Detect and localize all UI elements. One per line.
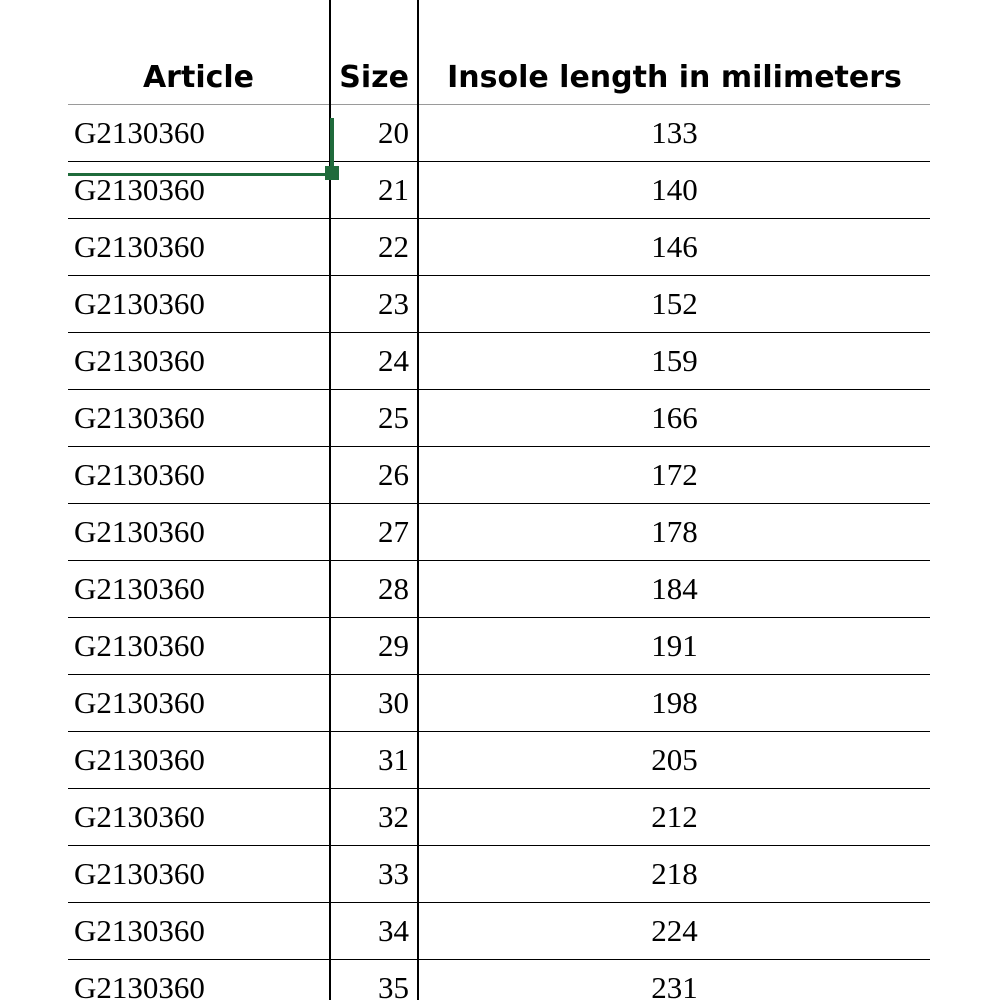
cell-insole-length[interactable]: 146 (418, 219, 930, 276)
cell-size[interactable]: 33 (330, 846, 418, 903)
cell-size[interactable]: 31 (330, 732, 418, 789)
cell-article[interactable]: G2130360 (68, 276, 330, 333)
cell-article[interactable]: G2130360 (68, 846, 330, 903)
table-row[interactable] (68, 675, 930, 732)
cell-size[interactable]: 27 (330, 504, 418, 561)
cell-insole-length[interactable]: 191 (418, 618, 930, 675)
table-body (68, 105, 930, 1000)
cell-insole-length[interactable]: 212 (418, 789, 930, 846)
cell-size[interactable]: 32 (330, 789, 418, 846)
column-header-size[interactable]: Size (330, 0, 418, 105)
cell-article[interactable]: G2130360 (68, 219, 330, 276)
cell-article[interactable]: G2130360 (68, 903, 330, 960)
cell-insole-length[interactable]: 218 (418, 846, 930, 903)
cell-size[interactable]: 30 (330, 675, 418, 732)
cell-insole-length[interactable]: 166 (418, 390, 930, 447)
cell-size[interactable]: 20 (330, 105, 418, 162)
table-row[interactable] (68, 504, 930, 561)
cell-size[interactable]: 21 (330, 162, 418, 219)
cell-article[interactable]: G2130360 (68, 789, 330, 846)
cell-insole-length[interactable]: 172 (418, 447, 930, 504)
cell-article[interactable]: G2130360 (68, 333, 330, 390)
column-header-article[interactable]: Article (68, 0, 330, 105)
cell-article[interactable]: G2130360 (68, 675, 330, 732)
table-row[interactable] (68, 162, 930, 219)
cell-article[interactable]: G2130360 (68, 447, 330, 504)
cell-article[interactable]: G2130360 (68, 105, 330, 162)
table-row[interactable] (68, 333, 930, 390)
data-table (68, 0, 930, 1000)
cell-insole-length[interactable]: 205 (418, 732, 930, 789)
cell-insole-length[interactable]: 152 (418, 276, 930, 333)
cell-size[interactable]: 29 (330, 618, 418, 675)
cell-size[interactable]: 25 (330, 390, 418, 447)
table-row[interactable] (68, 846, 930, 903)
table-row[interactable] (68, 732, 930, 789)
cell-article[interactable]: G2130360 (68, 162, 330, 219)
cell-article[interactable]: G2130360 (68, 618, 330, 675)
cell-insole-length[interactable]: 159 (418, 333, 930, 390)
table-row[interactable] (68, 105, 930, 162)
cell-insole-length[interactable]: 231 (418, 960, 930, 1000)
table-row[interactable] (68, 618, 930, 675)
table-row[interactable] (68, 789, 930, 846)
cell-insole-length[interactable]: 133 (418, 105, 930, 162)
table-row[interactable] (68, 903, 930, 960)
table-row[interactable] (68, 960, 930, 1000)
cell-article[interactable]: G2130360 (68, 732, 330, 789)
table-row[interactable] (68, 276, 930, 333)
cell-size[interactable]: 26 (330, 447, 418, 504)
table-row[interactable] (68, 390, 930, 447)
table-header (68, 0, 930, 105)
column-header-insole-length[interactable]: Insole length in milimeters (418, 0, 930, 105)
cell-size[interactable]: 35 (330, 960, 418, 1000)
cell-insole-length[interactable]: 198 (418, 675, 930, 732)
header-row (68, 0, 930, 105)
cell-size[interactable]: 34 (330, 903, 418, 960)
table-row[interactable] (68, 561, 930, 618)
cell-article[interactable]: G2130360 (68, 561, 330, 618)
cell-insole-length[interactable]: 140 (418, 162, 930, 219)
cell-insole-length[interactable]: 224 (418, 903, 930, 960)
cell-size[interactable]: 28 (330, 561, 418, 618)
cell-insole-length[interactable]: 178 (418, 504, 930, 561)
cell-size[interactable]: 24 (330, 333, 418, 390)
table-row[interactable] (68, 219, 930, 276)
cell-article[interactable]: G2130360 (68, 960, 330, 1000)
cell-article[interactable]: G2130360 (68, 390, 330, 447)
cell-size[interactable]: 22 (330, 219, 418, 276)
table-row[interactable] (68, 447, 930, 504)
cell-article[interactable]: G2130360 (68, 504, 330, 561)
cell-insole-length[interactable]: 184 (418, 561, 930, 618)
cell-size[interactable]: 23 (330, 276, 418, 333)
